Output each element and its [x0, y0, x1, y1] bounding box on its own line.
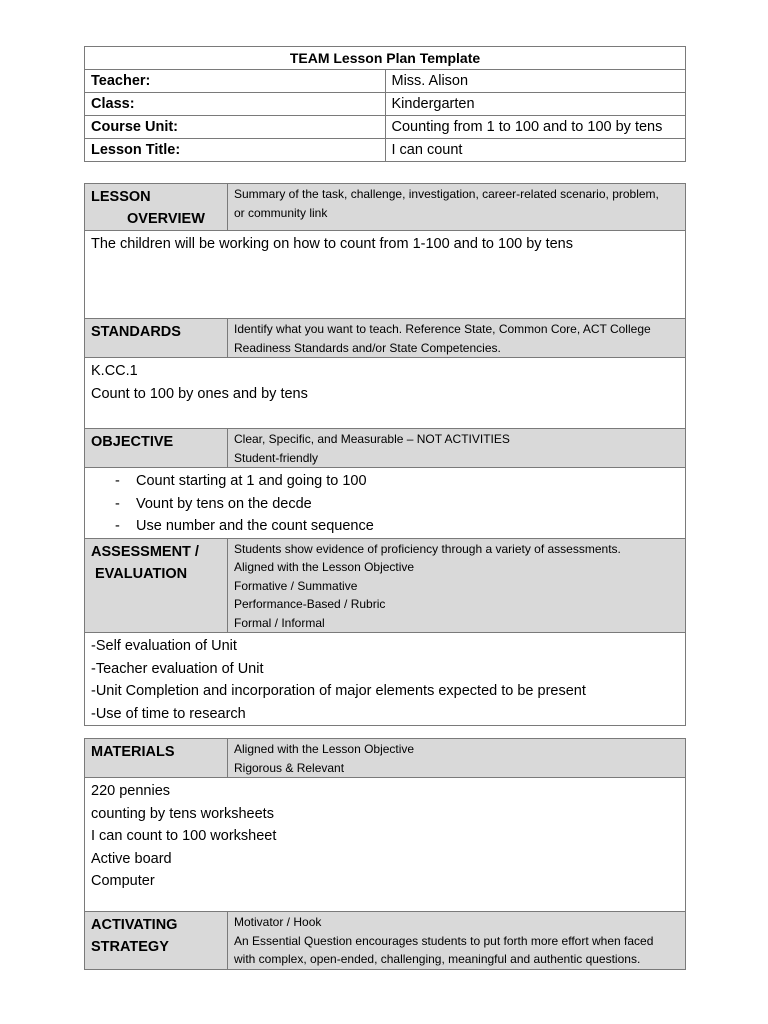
overview-body: The children will be working on how to count from 1-100 and to 100 by tens [85, 231, 686, 319]
materials-heading: MATERIALS [85, 739, 228, 778]
activating-heading: ACTIVATING STRATEGY [85, 912, 228, 970]
objective-body [85, 468, 686, 539]
standards-description: Identify what you want to teach. Reference State, Common Core, ACT College Readiness Standards and/or State Competencies. [228, 319, 686, 358]
overview-heading: LESSON OVERVIEW [85, 184, 228, 231]
document-title: TEAM Lesson Plan Template [85, 47, 686, 70]
materials-body: 220 pennies counting by tens worksheets I can count to 100 worksheet Active board Computer [85, 778, 686, 912]
materials-description: Aligned with the Lesson Objective Rigorous & Relevant [228, 739, 686, 778]
assessment-description: Students show evidence of proficiency through a variety of assessments. Aligned with the Lesson Objective Formative / Summative Performance-Based / Rubric Formal / Informal [228, 538, 686, 633]
overview-description: Summary of the task, challenge, investigation, career-related scenario, problem, or community link [228, 184, 686, 231]
class-label: Class: [85, 93, 386, 116]
header-table [84, 46, 686, 162]
assessment-heading: ASSESSMENT / EVALUATION [85, 538, 228, 633]
teacher-label: Teacher: [85, 70, 386, 93]
standards-body: K.CC.1 Count to 100 by ones and by tens [85, 358, 686, 429]
course-unit-value: Counting from 1 to 100 and to 100 by tens [385, 116, 686, 139]
lesson-title-value: I can count [385, 139, 686, 162]
objective-heading: OBJECTIVE [85, 429, 228, 468]
list-item: - Vount by tens on the decde [115, 493, 679, 516]
lesson-title-label: Lesson Title: [85, 139, 386, 162]
list-item: - Count starting at 1 and going to 100 [115, 470, 679, 493]
assessment-body: -Self evaluation of Unit -Teacher evaluation of Unit -Unit Completion and incorporation of major elements expected to be present -Use of time to research [85, 633, 686, 726]
course-unit-label: Course Unit: [85, 116, 386, 139]
class-value: Kindergarten [385, 93, 686, 116]
lesson-plan-table [84, 183, 686, 726]
teacher-value: Miss. Alison [385, 70, 686, 93]
objective-list [91, 470, 679, 538]
objective-description: Clear, Specific, and Measurable – NOT ACTIVITIES Student-friendly [228, 429, 686, 468]
materials-table [84, 738, 686, 970]
standards-heading: STANDARDS [85, 319, 228, 358]
list-item: - Use number and the count sequence [115, 515, 679, 538]
activating-description: Motivator / Hook An Essential Question encourages students to put forth more effort when faced with complex, open-ended, challenging, meaningful and authentic questions. [228, 912, 686, 970]
